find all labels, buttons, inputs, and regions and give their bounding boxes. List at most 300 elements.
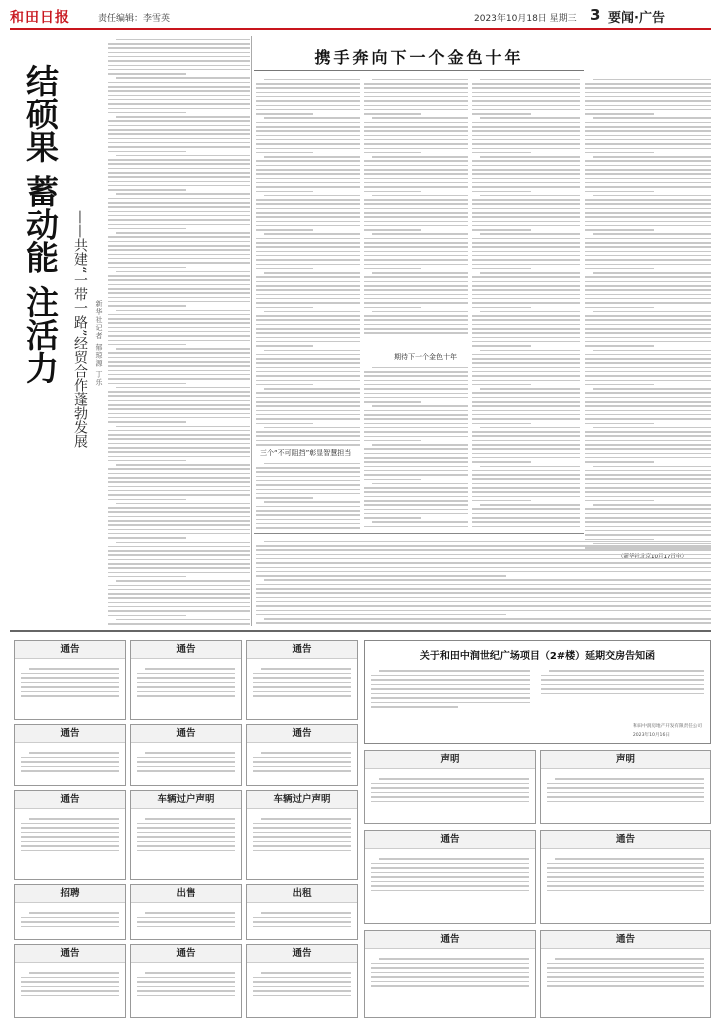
text-line [364,474,468,476]
text-line [108,481,250,483]
notice-10 [246,944,358,1018]
text-line [108,159,250,161]
text-line [21,917,119,919]
text-line [364,264,468,266]
text-line [472,302,580,304]
text-line [21,845,119,847]
text-line [371,976,529,978]
text-line [256,307,313,309]
text-line [256,83,360,85]
text-line [372,272,468,274]
text-line [256,444,360,446]
text-line [253,770,351,772]
text-line [480,117,580,119]
text-line [253,682,351,684]
text-line [364,466,468,468]
text-line [371,876,529,878]
text-line [256,238,360,240]
text-line [256,113,313,115]
text-line [256,135,360,137]
text-line [21,850,119,852]
text-line [108,228,186,230]
text-line [108,241,250,243]
text-line [253,995,351,997]
text-line [364,139,468,141]
editor-credit: 责任编辑：李雪英 [98,14,171,24]
feature-body-col1 [256,76,360,446]
text-line [593,388,711,390]
text-line [585,298,711,300]
text-line [364,491,468,493]
text-line [137,917,235,919]
text-line [256,332,360,334]
text-line [372,367,468,369]
text-line [108,494,250,496]
text-line [29,752,119,754]
text-line [541,693,704,695]
text-line [472,281,580,283]
text-line [585,371,711,373]
notice-title: 通告 [247,725,357,743]
text-line [256,519,360,521]
text-line [585,285,711,287]
text-line [371,693,530,695]
text-line [364,268,421,270]
text-line [116,387,250,389]
text-line [137,977,235,979]
text-line [379,858,529,860]
text-line [108,305,186,307]
text-line [472,401,580,403]
text-line [371,872,529,874]
text-line [472,483,580,485]
text-line [472,178,580,180]
text-line [116,619,250,621]
text-line [256,139,360,141]
text-line [585,221,711,223]
text-line [585,186,711,188]
text-line [116,426,250,428]
text-line [108,550,250,552]
text-line [585,182,711,184]
text-line [585,122,711,124]
notice-title: 通告 [131,725,241,743]
text-line [379,958,529,960]
text-line [256,523,360,525]
text-line [21,990,119,992]
notice-11 [364,830,536,924]
text-line [256,345,313,347]
text-line [256,476,360,478]
text-line [472,212,580,214]
text-line [108,537,186,539]
text-line [116,464,250,466]
text-line [585,315,711,317]
text-line [108,301,250,303]
text-line [472,487,580,489]
text-line [253,926,351,928]
text-line [137,832,235,834]
text-line [253,757,351,759]
text-line [472,242,580,244]
text-line [256,375,360,377]
text-line [371,783,529,785]
text-line [21,841,119,843]
notice-4 [14,724,126,786]
text-line [472,251,580,253]
text-line [108,490,250,492]
text-line [371,688,530,690]
text-line [480,233,580,235]
text-line [108,292,250,294]
text-line [256,242,360,244]
text-line [585,229,654,231]
text-line [585,341,711,343]
text-line [585,414,711,416]
text-line [108,417,250,419]
notice-title: 通告 [15,791,125,809]
text-line [261,668,351,670]
bottom-feature-body [256,538,711,626]
text-line [585,345,654,347]
text-line [364,203,468,205]
text-line [264,427,360,429]
text-line [364,302,468,304]
text-line [472,328,580,330]
text-line [585,92,711,94]
text-line [108,322,250,324]
text-line [21,691,119,693]
text-line [256,285,360,287]
text-line [264,272,360,274]
text-line [585,332,711,334]
text-line [472,354,580,356]
text-line [256,100,360,102]
notice-body [137,665,235,715]
text-line [364,380,468,382]
notice-body [253,909,351,935]
text-line [472,470,580,472]
text-line [364,229,421,231]
text-line [116,77,250,79]
text-line [364,178,468,180]
text-line [472,238,580,240]
text-line [593,311,711,313]
text-line [21,836,119,838]
text-line [261,912,351,914]
text-line [137,836,235,838]
text-line [108,434,250,436]
text-line [585,401,711,403]
text-line [108,593,250,595]
text-line [585,328,711,330]
text-line [108,95,250,97]
text-line [256,96,360,98]
text-line [472,169,580,171]
text-line [364,526,468,528]
text-line [108,473,250,475]
text-line [364,216,468,218]
text-line [108,378,250,380]
text-line [256,122,360,124]
text-line [472,255,580,257]
text-line [480,350,580,352]
text-line [108,589,250,591]
text-line [585,143,711,145]
text-line [253,827,351,829]
masthead-rule [10,28,711,30]
text-line [547,963,704,965]
text-line [472,491,580,493]
text-line [137,926,235,928]
text-line [585,358,711,360]
text-line [472,126,580,128]
text-line [256,380,360,382]
text-line [108,43,250,45]
text-line [137,686,235,688]
text-line [108,284,250,286]
text-line [256,105,360,107]
text-line [253,841,351,843]
text-line [547,792,704,794]
text-line [585,530,711,532]
feature-subhead-2: 期待下一个金色十年 [394,353,457,361]
text-line [21,761,119,763]
text-line [108,529,250,531]
text-line [472,264,580,266]
text-line [108,90,250,92]
text-line [364,259,468,261]
text-line [371,967,529,969]
text-line [364,324,468,326]
notice-body [137,815,235,875]
text-line [108,202,250,204]
text-line [472,337,580,339]
text-line [256,289,360,291]
text-line [585,513,711,515]
text-line [585,375,711,377]
text-line [472,100,580,102]
text-line [364,410,468,412]
text-line [364,414,468,416]
text-line [264,156,360,158]
text-line [108,69,250,71]
text-line [364,152,421,154]
text-line [137,986,235,988]
text-line [145,818,235,820]
column-divider [251,36,252,626]
text-line [256,493,360,495]
text-line [137,827,235,829]
text-line [256,319,360,321]
text-line [264,541,711,543]
text-line [364,96,468,98]
text-line [21,995,119,997]
text-line [256,358,360,360]
text-line [585,87,711,89]
text-line [256,592,711,594]
text-line [364,504,468,506]
text-line [256,584,711,586]
text-line [480,504,580,506]
text-line [364,500,468,502]
text-line [364,87,468,89]
text-line [108,168,250,170]
text-line [593,504,711,506]
text-line [21,977,119,979]
text-line [108,365,250,367]
text-line [547,867,704,869]
text-line [585,440,711,442]
text-line [472,276,580,278]
text-line [108,82,250,84]
text-line [108,559,250,561]
text-line [108,524,250,526]
text-line [108,176,250,178]
text-line [253,695,351,697]
text-line [364,143,468,145]
text-line [364,436,468,438]
notice-title: 通告 [365,831,535,849]
text-line [472,513,580,515]
text-line [555,858,704,860]
text-line [364,83,468,85]
text-line [364,173,468,175]
notice-5 [130,724,242,786]
text-line [108,262,250,264]
text-line [253,845,351,847]
text-line [108,279,250,281]
text-line [585,130,711,132]
notice-title: 通告 [541,831,710,849]
text-line [256,401,360,403]
text-line [108,103,250,105]
text-line [108,142,250,144]
text-line [472,517,580,519]
text-line [256,567,711,569]
text-line [261,818,351,820]
text-line [137,766,235,768]
text-line [585,208,711,210]
text-line [547,890,704,892]
notice-title: 招聘 [15,885,125,903]
text-line [256,225,360,227]
text-line [137,850,235,852]
text-line [256,527,360,529]
text-line [371,702,530,704]
text-line [253,766,351,768]
text-line [364,397,468,399]
text-line [108,236,250,238]
left-article-body [108,36,250,628]
text-line [108,610,250,612]
text-line [256,554,711,556]
text-line [364,513,468,515]
text-line [256,87,360,89]
notice-9 [130,944,242,1018]
text-line [108,499,186,501]
text-line [364,388,468,390]
text-line [547,885,704,887]
text-line [364,281,468,283]
text-line [256,341,360,343]
text-line [108,52,250,54]
text-line [364,160,468,162]
text-line [256,212,360,214]
notice-body [253,815,351,875]
text-line [253,836,351,838]
text-line [472,474,580,476]
text-line [108,146,250,148]
text-line [472,457,580,459]
text-line [371,675,530,677]
text-line [137,757,235,759]
text-line [108,219,250,221]
text-line [108,65,250,67]
text-line [593,156,711,158]
text-line [585,418,711,420]
text-line [555,778,704,780]
feature-body-col1b [256,460,360,530]
text-line [137,823,235,825]
notice-body [371,775,529,819]
text-line [585,203,711,205]
text-line [256,484,360,486]
text-line [585,96,711,98]
text-line [256,302,360,304]
text-line [371,985,529,987]
text-line [108,352,250,354]
text-line [256,191,313,193]
text-line [472,298,580,300]
text-line [585,113,654,115]
text-line [256,259,360,261]
text-line [585,487,711,489]
text-line [472,113,531,115]
text-line [585,289,711,291]
text-line [116,542,250,544]
text-line [541,688,704,690]
text-line [108,507,250,509]
text-line [541,679,704,681]
text-line [585,212,711,214]
text-line [472,173,580,175]
text-line [108,99,250,101]
text-line [137,682,235,684]
text-line [137,845,235,847]
text-line [472,319,580,321]
text-line [364,328,468,330]
text-line [256,410,360,412]
text-line [108,335,250,337]
text-line [364,191,421,193]
text-line [256,294,360,296]
notice-1 [14,640,126,720]
section-rule [10,630,711,632]
text-line [547,801,704,803]
text-line [472,221,580,223]
text-line [364,208,468,210]
text-line [585,135,711,137]
text-line [108,370,250,372]
text-line [145,668,235,670]
text-line [108,56,250,58]
text-line [108,460,186,462]
notice-14 [540,930,711,1018]
text-line [108,181,250,183]
sale-notice [130,884,242,940]
text-line [137,921,235,923]
